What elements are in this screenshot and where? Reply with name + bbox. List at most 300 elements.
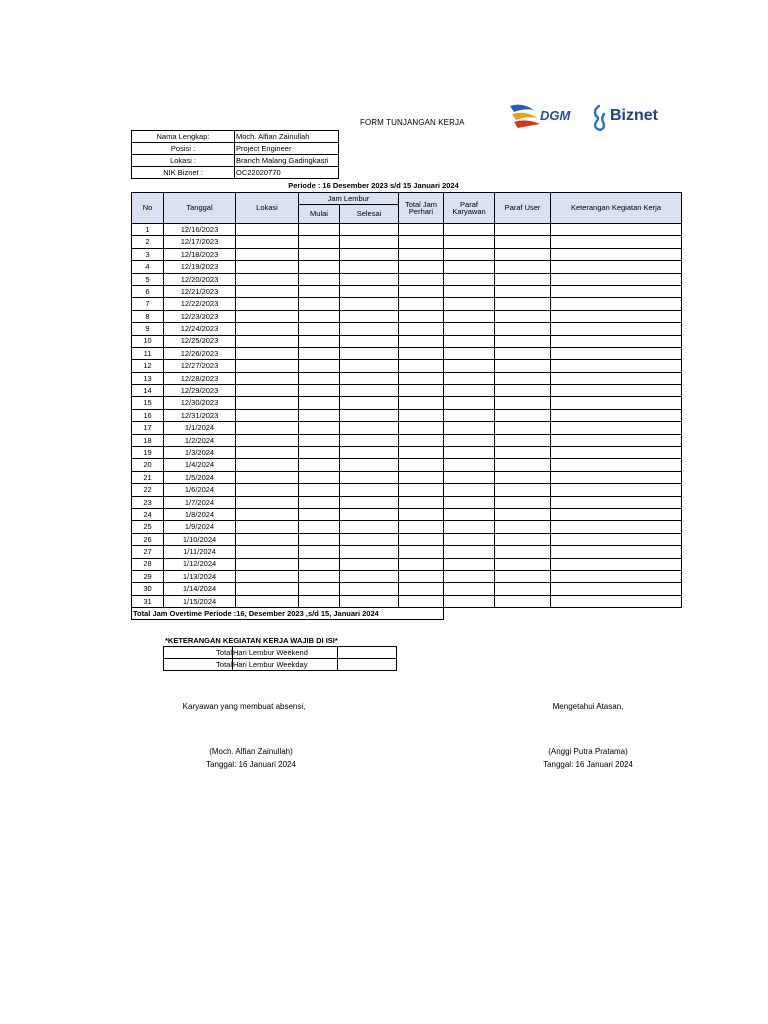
- row-total-jam-cell[interactable]: [399, 484, 444, 496]
- row-paraf-user-cell[interactable]: [495, 583, 551, 595]
- row-keterangan-cell[interactable]: [551, 298, 682, 310]
- row-paraf-karyawan-cell[interactable]: [444, 285, 495, 297]
- table-row: [132, 261, 682, 273]
- row-paraf-user-cell[interactable]: [495, 298, 551, 310]
- row-paraf-karyawan-cell[interactable]: [444, 508, 495, 520]
- row-total-jam-cell[interactable]: [399, 570, 444, 582]
- row-number: 17: [132, 422, 164, 434]
- row-paraf-user-cell[interactable]: [495, 224, 551, 236]
- row-paraf-user-cell[interactable]: [495, 496, 551, 508]
- row-total-jam-cell[interactable]: [399, 236, 444, 248]
- row-mulai-cell[interactable]: [299, 224, 340, 236]
- right-signature-date: Tanggal: 16 Januari 2024: [543, 760, 633, 769]
- row-paraf-user-cell[interactable]: [495, 323, 551, 335]
- row-date: 12/22/2023: [164, 298, 236, 310]
- row-mulai-cell[interactable]: [299, 471, 340, 483]
- table-row: [132, 459, 682, 471]
- row-total-jam-cell[interactable]: [399, 521, 444, 533]
- row-date: 12/29/2023: [164, 385, 236, 397]
- row-paraf-user-cell[interactable]: [495, 546, 551, 558]
- row-paraf-karyawan-cell[interactable]: [444, 236, 495, 248]
- row-lokasi-cell[interactable]: [236, 496, 299, 508]
- row-selesai-cell[interactable]: [340, 335, 399, 347]
- table-row: [132, 285, 682, 297]
- table-row: [132, 409, 682, 421]
- row-paraf-user-cell[interactable]: [495, 521, 551, 533]
- row-paraf-karyawan-cell[interactable]: [444, 323, 495, 335]
- row-lokasi-cell[interactable]: [236, 310, 299, 322]
- table-row: [132, 546, 682, 558]
- row-total-jam-cell[interactable]: [399, 224, 444, 236]
- row-lokasi-cell[interactable]: [236, 285, 299, 297]
- row-keterangan-cell[interactable]: [551, 533, 682, 545]
- row-date: 12/28/2023: [164, 372, 236, 384]
- row-keterangan-cell[interactable]: [551, 273, 682, 285]
- row-lokasi-cell[interactable]: [236, 533, 299, 545]
- row-keterangan-cell[interactable]: [551, 236, 682, 248]
- row-total-jam-cell[interactable]: [399, 558, 444, 570]
- row-selesai-cell[interactable]: [340, 496, 399, 508]
- row-number: 7: [132, 298, 164, 310]
- row-lokasi-cell[interactable]: [236, 409, 299, 421]
- row-paraf-user-cell[interactable]: [495, 508, 551, 520]
- row-date: 12/20/2023: [164, 273, 236, 285]
- left-signature-date: Tanggal: 16 Januari 2024: [206, 760, 296, 769]
- row-mulai-cell[interactable]: [299, 397, 340, 409]
- row-paraf-karyawan-cell[interactable]: [444, 471, 495, 483]
- row-date: 1/15/2024: [164, 595, 236, 607]
- row-paraf-user-cell[interactable]: [495, 360, 551, 372]
- row-selesai-cell[interactable]: [340, 298, 399, 310]
- row-date: 1/4/2024: [164, 459, 236, 471]
- row-total-jam-cell[interactable]: [399, 508, 444, 520]
- row-paraf-user-cell[interactable]: [495, 570, 551, 582]
- row-selesai-cell[interactable]: [340, 273, 399, 285]
- periode-label: Periode : 16 Desember 2023 s/d 15 Januari 2024: [288, 181, 459, 190]
- row-keterangan-cell[interactable]: [551, 434, 682, 446]
- row-date: 12/17/2023: [164, 236, 236, 248]
- row-lokasi-cell[interactable]: [236, 570, 299, 582]
- row-keterangan-cell[interactable]: [551, 323, 682, 335]
- row-date: 1/12/2024: [164, 558, 236, 570]
- row-keterangan-cell[interactable]: [551, 521, 682, 533]
- row-number: 19: [132, 447, 164, 459]
- row-total-jam-cell[interactable]: [399, 273, 444, 285]
- row-paraf-karyawan-cell[interactable]: [444, 360, 495, 372]
- row-selesai-cell[interactable]: [340, 236, 399, 248]
- row-number: 28: [132, 558, 164, 570]
- row-paraf-karyawan-cell[interactable]: [444, 385, 495, 397]
- biznet-logo: [590, 104, 670, 134]
- row-mulai-cell[interactable]: [299, 447, 340, 459]
- row-lokasi-cell[interactable]: [236, 298, 299, 310]
- row-mulai-cell[interactable]: [299, 434, 340, 446]
- row-lokasi-cell[interactable]: [236, 459, 299, 471]
- row-paraf-user-cell[interactable]: [495, 236, 551, 248]
- row-paraf-karyawan-cell[interactable]: [444, 310, 495, 322]
- row-mulai-cell[interactable]: [299, 422, 340, 434]
- row-lokasi-cell[interactable]: [236, 471, 299, 483]
- row-paraf-user-cell[interactable]: [495, 285, 551, 297]
- row-paraf-user-cell[interactable]: [495, 595, 551, 607]
- row-total-jam-cell[interactable]: [399, 323, 444, 335]
- row-paraf-user-cell[interactable]: [495, 261, 551, 273]
- summary-value[interactable]: [338, 659, 397, 671]
- row-date: 1/8/2024: [164, 508, 236, 520]
- row-selesai-cell[interactable]: [340, 372, 399, 384]
- row-paraf-karyawan-cell[interactable]: [444, 261, 495, 273]
- row-paraf-user-cell[interactable]: [495, 248, 551, 260]
- row-date: 12/25/2023: [164, 335, 236, 347]
- row-paraf-karyawan-cell[interactable]: [444, 558, 495, 570]
- row-lokasi-cell[interactable]: [236, 323, 299, 335]
- row-total-jam-cell[interactable]: [399, 298, 444, 310]
- row-paraf-karyawan-cell[interactable]: [444, 583, 495, 595]
- row-mulai-cell[interactable]: [299, 285, 340, 297]
- row-lokasi-cell[interactable]: [236, 335, 299, 347]
- row-number: 16: [132, 409, 164, 421]
- row-paraf-karyawan-cell[interactable]: [444, 347, 495, 359]
- row-total-jam-cell[interactable]: [399, 496, 444, 508]
- row-paraf-user-cell[interactable]: [495, 471, 551, 483]
- row-paraf-user-cell[interactable]: [495, 273, 551, 285]
- row-keterangan-cell[interactable]: [551, 285, 682, 297]
- row-paraf-karyawan-cell[interactable]: [444, 533, 495, 545]
- row-keterangan-cell[interactable]: [551, 546, 682, 558]
- biznet-b-icon: [590, 104, 608, 132]
- row-selesai-cell[interactable]: [340, 360, 399, 372]
- right-signature-caption: Mengetahui Atasan,: [552, 702, 624, 711]
- row-selesai-cell[interactable]: [340, 285, 399, 297]
- row-lokasi-cell[interactable]: [236, 422, 299, 434]
- row-mulai-cell[interactable]: [299, 533, 340, 545]
- row-lokasi-cell[interactable]: [236, 360, 299, 372]
- row-lokasi-cell[interactable]: [236, 397, 299, 409]
- row-mulai-cell[interactable]: [299, 236, 340, 248]
- row-lokasi-cell[interactable]: [236, 261, 299, 273]
- row-paraf-karyawan-cell[interactable]: [444, 248, 495, 260]
- row-selesai-cell[interactable]: [340, 409, 399, 421]
- table-row: [132, 298, 682, 310]
- row-mulai-cell[interactable]: [299, 335, 340, 347]
- row-selesai-cell[interactable]: [340, 595, 399, 607]
- row-mulai-cell[interactable]: [299, 496, 340, 508]
- row-paraf-user-cell[interactable]: [495, 372, 551, 384]
- table-row: [132, 533, 682, 545]
- row-paraf-karyawan-cell[interactable]: [444, 273, 495, 285]
- row-total-jam-cell[interactable]: [399, 397, 444, 409]
- row-mulai-cell[interactable]: [299, 558, 340, 570]
- row-paraf-karyawan-cell[interactable]: [444, 434, 495, 446]
- header-paraf-karyawan: Paraf Karyawan: [444, 193, 495, 224]
- row-keterangan-cell[interactable]: [551, 496, 682, 508]
- summary-value[interactable]: [338, 647, 397, 659]
- row-paraf-karyawan-cell[interactable]: [444, 372, 495, 384]
- row-keterangan-cell[interactable]: [551, 558, 682, 570]
- row-keterangan-cell[interactable]: [551, 459, 682, 471]
- row-number: 8: [132, 310, 164, 322]
- row-number: 15: [132, 397, 164, 409]
- row-date: 1/13/2024: [164, 570, 236, 582]
- row-lokasi-cell[interactable]: [236, 347, 299, 359]
- row-mulai-cell[interactable]: [299, 310, 340, 322]
- row-number: 20: [132, 459, 164, 471]
- overtime-table: [131, 192, 682, 620]
- row-keterangan-cell[interactable]: [551, 471, 682, 483]
- row-paraf-user-cell[interactable]: [495, 434, 551, 446]
- employee-info-row: [132, 143, 339, 155]
- row-mulai-cell[interactable]: [299, 273, 340, 285]
- row-paraf-karyawan-cell[interactable]: [444, 422, 495, 434]
- row-number: 12: [132, 360, 164, 372]
- row-keterangan-cell[interactable]: [551, 422, 682, 434]
- row-selesai-cell[interactable]: [340, 261, 399, 273]
- row-mulai-cell[interactable]: [299, 261, 340, 273]
- row-keterangan-cell[interactable]: [551, 583, 682, 595]
- row-mulai-cell[interactable]: [299, 595, 340, 607]
- row-selesai-cell[interactable]: [340, 224, 399, 236]
- row-mulai-cell[interactable]: [299, 372, 340, 384]
- employee-info-value: Project Engineer: [235, 143, 339, 155]
- row-mulai-cell[interactable]: [299, 570, 340, 582]
- row-number: 21: [132, 471, 164, 483]
- row-selesai-cell[interactable]: [340, 521, 399, 533]
- row-paraf-karyawan-cell[interactable]: [444, 521, 495, 533]
- row-total-jam-cell[interactable]: [399, 471, 444, 483]
- row-total-jam-cell[interactable]: [399, 285, 444, 297]
- row-lokasi-cell[interactable]: [236, 595, 299, 607]
- row-total-jam-cell[interactable]: [399, 261, 444, 273]
- row-mulai-cell[interactable]: [299, 347, 340, 359]
- row-keterangan-cell[interactable]: [551, 360, 682, 372]
- row-paraf-karyawan-cell[interactable]: [444, 546, 495, 558]
- row-selesai-cell[interactable]: [340, 570, 399, 582]
- row-keterangan-cell[interactable]: [551, 508, 682, 520]
- employee-info-label: Posisi :: [132, 143, 235, 155]
- row-selesai-cell[interactable]: [340, 347, 399, 359]
- header-tanggal: Tanggal: [164, 193, 236, 224]
- row-keterangan-cell[interactable]: [551, 248, 682, 260]
- row-mulai-cell[interactable]: [299, 298, 340, 310]
- row-total-jam-cell[interactable]: [399, 347, 444, 359]
- row-selesai-cell[interactable]: [340, 459, 399, 471]
- row-paraf-user-cell[interactable]: [495, 385, 551, 397]
- row-number: 6: [132, 285, 164, 297]
- row-mulai-cell[interactable]: [299, 385, 340, 397]
- row-keterangan-cell[interactable]: [551, 447, 682, 459]
- row-paraf-user-cell[interactable]: [495, 397, 551, 409]
- row-paraf-karyawan-cell[interactable]: [444, 335, 495, 347]
- row-total-jam-cell[interactable]: [399, 248, 444, 260]
- row-selesai-cell[interactable]: [340, 558, 399, 570]
- row-paraf-user-cell[interactable]: [495, 459, 551, 471]
- row-paraf-user-cell[interactable]: [495, 484, 551, 496]
- row-mulai-cell[interactable]: [299, 248, 340, 260]
- row-selesai-cell[interactable]: [340, 310, 399, 322]
- row-lokasi-cell[interactable]: [236, 248, 299, 260]
- row-total-jam-cell[interactable]: [399, 335, 444, 347]
- row-number: 3: [132, 248, 164, 260]
- row-number: 22: [132, 484, 164, 496]
- row-date: 12/18/2023: [164, 248, 236, 260]
- row-paraf-user-cell[interactable]: [495, 533, 551, 545]
- row-selesai-cell[interactable]: [340, 397, 399, 409]
- row-mulai-cell[interactable]: [299, 409, 340, 421]
- row-paraf-karyawan-cell[interactable]: [444, 496, 495, 508]
- row-number: 1: [132, 224, 164, 236]
- row-mulai-cell[interactable]: [299, 508, 340, 520]
- row-paraf-karyawan-cell[interactable]: [444, 570, 495, 582]
- row-selesai-cell[interactable]: [340, 323, 399, 335]
- table-row: [132, 273, 682, 285]
- row-total-jam-cell[interactable]: [399, 447, 444, 459]
- row-total-jam-cell[interactable]: [399, 595, 444, 607]
- row-lokasi-cell[interactable]: [236, 372, 299, 384]
- employee-info-label: NIK Biznet :: [132, 167, 235, 179]
- employee-info-row: [132, 155, 339, 167]
- row-date: 12/30/2023: [164, 397, 236, 409]
- row-keterangan-cell[interactable]: [551, 261, 682, 273]
- row-paraf-karyawan-cell[interactable]: [444, 224, 495, 236]
- row-mulai-cell[interactable]: [299, 323, 340, 335]
- row-lokasi-cell[interactable]: [236, 385, 299, 397]
- row-selesai-cell[interactable]: [340, 533, 399, 545]
- header-jam-lembur: Jam Lembur: [299, 193, 399, 205]
- row-number: 26: [132, 533, 164, 545]
- row-selesai-cell[interactable]: [340, 422, 399, 434]
- row-total-jam-cell[interactable]: [399, 459, 444, 471]
- biznet-logo-text: Biznet: [610, 107, 658, 124]
- employee-info-value: OC22020770: [235, 167, 339, 179]
- row-selesai-cell[interactable]: [340, 385, 399, 397]
- employee-info-row: [132, 167, 339, 179]
- row-selesai-cell[interactable]: [340, 434, 399, 446]
- row-mulai-cell[interactable]: [299, 360, 340, 372]
- row-lokasi-cell[interactable]: [236, 583, 299, 595]
- row-number: 5: [132, 273, 164, 285]
- row-total-jam-cell[interactable]: [399, 546, 444, 558]
- row-keterangan-cell[interactable]: [551, 409, 682, 421]
- row-paraf-karyawan-cell[interactable]: [444, 595, 495, 607]
- row-paraf-user-cell[interactable]: [495, 347, 551, 359]
- row-keterangan-cell[interactable]: [551, 347, 682, 359]
- row-keterangan-cell[interactable]: [551, 570, 682, 582]
- row-paraf-karyawan-cell[interactable]: [444, 397, 495, 409]
- row-lokasi-cell[interactable]: [236, 236, 299, 248]
- row-mulai-cell[interactable]: [299, 521, 340, 533]
- row-selesai-cell[interactable]: [340, 484, 399, 496]
- table-row: [132, 310, 682, 322]
- row-keterangan-cell[interactable]: [551, 484, 682, 496]
- row-paraf-karyawan-cell[interactable]: [444, 447, 495, 459]
- row-paraf-user-cell[interactable]: [495, 447, 551, 459]
- row-total-jam-cell[interactable]: [399, 372, 444, 384]
- row-mulai-cell[interactable]: [299, 484, 340, 496]
- row-lokasi-cell[interactable]: [236, 484, 299, 496]
- row-date: 1/7/2024: [164, 496, 236, 508]
- row-selesai-cell[interactable]: [340, 447, 399, 459]
- table-row: [132, 347, 682, 359]
- form-title: FORM TUNJANGAN KERJA: [360, 118, 465, 127]
- row-total-jam-cell[interactable]: [399, 583, 444, 595]
- dgm-logo-text: DGM: [540, 108, 571, 123]
- row-date: 1/3/2024: [164, 447, 236, 459]
- left-signature-caption: Karyawan yang membuat absensi,: [182, 702, 306, 711]
- row-paraf-user-cell[interactable]: [495, 422, 551, 434]
- header-keterangan: Keterangan Kegiatan Kerja: [551, 193, 682, 224]
- row-selesai-cell[interactable]: [340, 583, 399, 595]
- employee-info-label: Lokasi :: [132, 155, 235, 167]
- total-overtime-empty: [444, 608, 682, 620]
- row-keterangan-cell[interactable]: [551, 224, 682, 236]
- row-keterangan-cell[interactable]: [551, 385, 682, 397]
- row-paraf-karyawan-cell[interactable]: [444, 459, 495, 471]
- row-number: 2: [132, 236, 164, 248]
- row-selesai-cell[interactable]: [340, 508, 399, 520]
- header-selesai: Selesai: [340, 205, 399, 224]
- row-number: 23: [132, 496, 164, 508]
- row-date: 1/14/2024: [164, 583, 236, 595]
- row-keterangan-cell[interactable]: [551, 595, 682, 607]
- row-lokasi-cell[interactable]: [236, 447, 299, 459]
- table-row: [132, 434, 682, 446]
- row-total-jam-cell[interactable]: [399, 310, 444, 322]
- row-date: 1/5/2024: [164, 471, 236, 483]
- row-total-jam-cell[interactable]: [399, 385, 444, 397]
- row-keterangan-cell[interactable]: [551, 310, 682, 322]
- row-lokasi-cell[interactable]: [236, 558, 299, 570]
- table-row: [132, 422, 682, 434]
- row-selesai-cell[interactable]: [340, 546, 399, 558]
- row-keterangan-cell[interactable]: [551, 397, 682, 409]
- row-date: 12/16/2023: [164, 224, 236, 236]
- row-paraf-karyawan-cell[interactable]: [444, 484, 495, 496]
- header-total-jam: Total Jam Perhari: [399, 193, 444, 224]
- row-total-jam-cell[interactable]: [399, 409, 444, 421]
- row-mulai-cell[interactable]: [299, 546, 340, 558]
- row-total-jam-cell[interactable]: [399, 422, 444, 434]
- row-mulai-cell[interactable]: [299, 583, 340, 595]
- row-selesai-cell[interactable]: [340, 248, 399, 260]
- row-lokasi-cell[interactable]: [236, 546, 299, 558]
- row-lokasi-cell[interactable]: [236, 273, 299, 285]
- row-paraf-user-cell[interactable]: [495, 409, 551, 421]
- row-lokasi-cell[interactable]: [236, 508, 299, 520]
- keterangan-note: *KETERANGAN KEGIATAN KERJA WAJIB DI ISI*: [165, 636, 338, 645]
- row-total-jam-cell[interactable]: [399, 360, 444, 372]
- row-date: 12/19/2023: [164, 261, 236, 273]
- row-paraf-karyawan-cell[interactable]: [444, 298, 495, 310]
- row-lokasi-cell[interactable]: [236, 434, 299, 446]
- row-selesai-cell[interactable]: [340, 471, 399, 483]
- row-paraf-user-cell[interactable]: [495, 558, 551, 570]
- row-keterangan-cell[interactable]: [551, 372, 682, 384]
- row-paraf-user-cell[interactable]: [495, 310, 551, 322]
- row-paraf-karyawan-cell[interactable]: [444, 409, 495, 421]
- row-paraf-user-cell[interactable]: [495, 335, 551, 347]
- row-number: 14: [132, 385, 164, 397]
- row-keterangan-cell[interactable]: [551, 335, 682, 347]
- row-lokasi-cell[interactable]: [236, 224, 299, 236]
- table-row: [132, 248, 682, 260]
- row-total-jam-cell[interactable]: [399, 434, 444, 446]
- row-number: 9: [132, 323, 164, 335]
- row-date: 12/27/2023: [164, 360, 236, 372]
- row-total-jam-cell[interactable]: [399, 533, 444, 545]
- row-mulai-cell[interactable]: [299, 459, 340, 471]
- row-lokasi-cell[interactable]: [236, 521, 299, 533]
- table-row: [132, 397, 682, 409]
